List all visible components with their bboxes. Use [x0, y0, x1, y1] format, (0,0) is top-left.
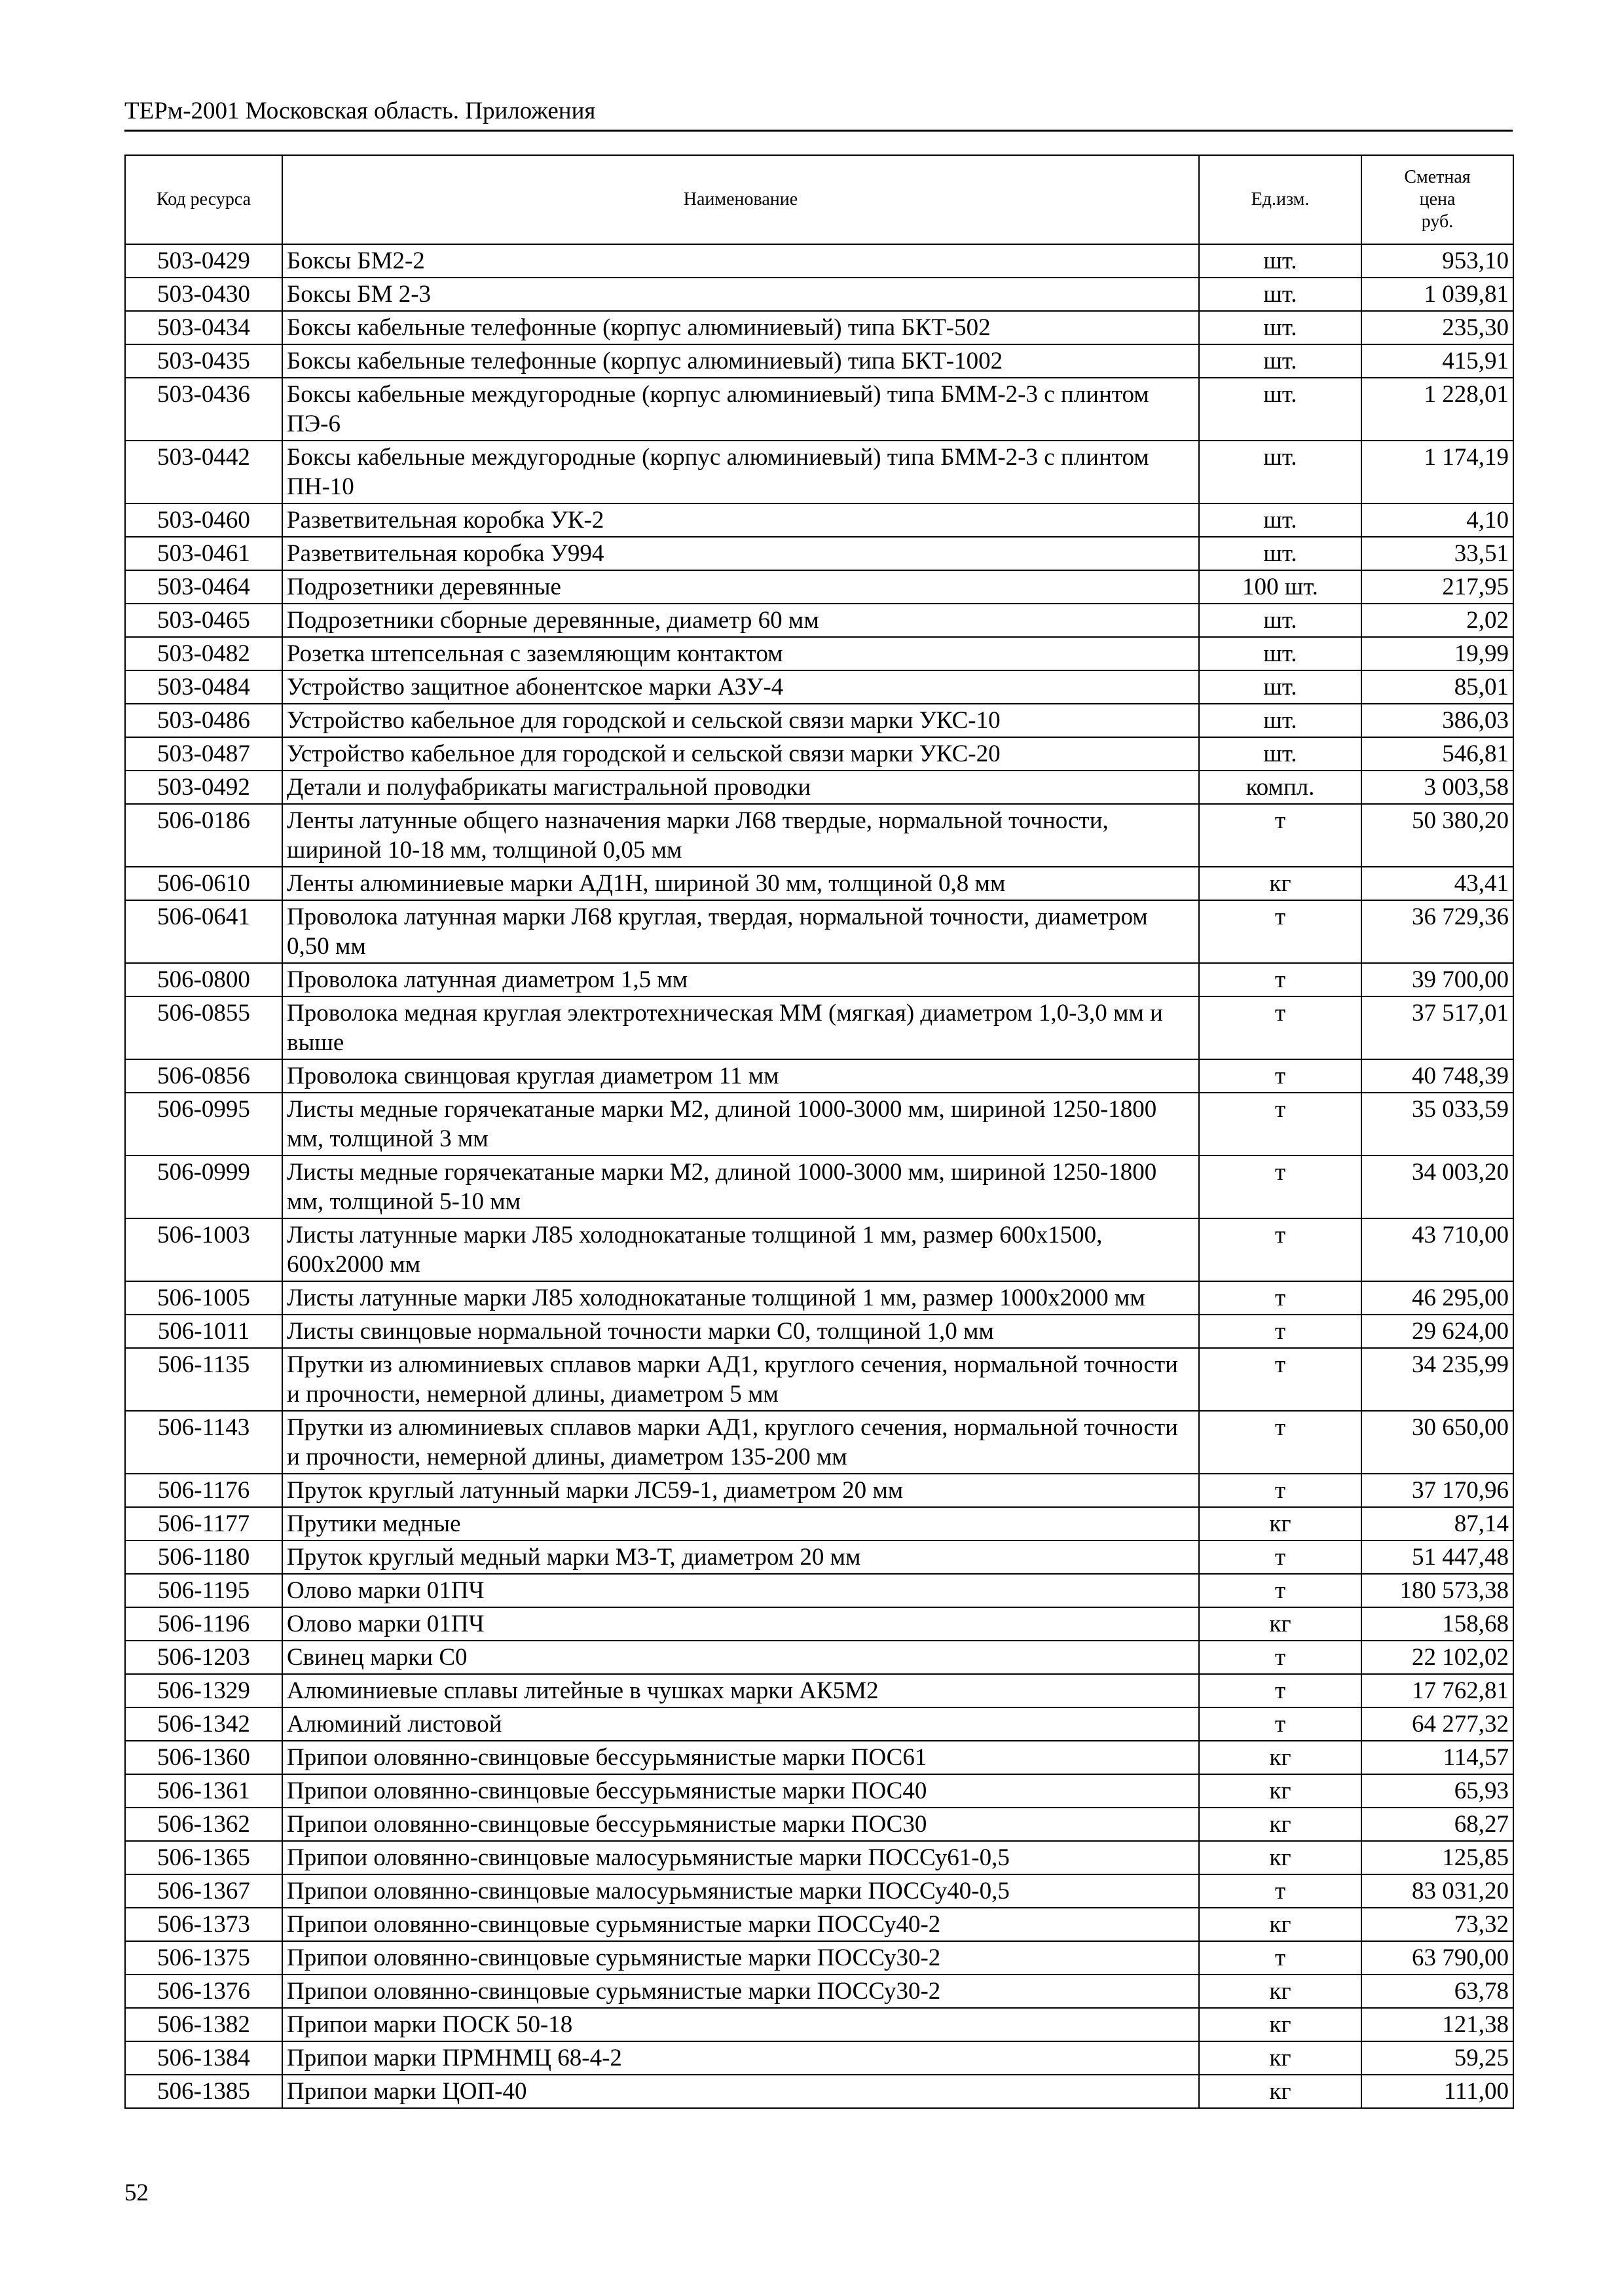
table-row: [125, 1941, 1513, 1975]
price-cell: 33,51: [1361, 537, 1513, 570]
table-row: [125, 771, 1513, 804]
unit-cell: т: [1199, 1156, 1361, 1218]
resource-name-cell: Разветвительная коробка УК-2: [282, 503, 1199, 537]
resource-name-cell: Прутики медные: [282, 1507, 1199, 1540]
resource-code-cell: 506-1135: [125, 1348, 282, 1411]
resource-code-cell: 503-0482: [125, 637, 282, 670]
table-row: [125, 704, 1513, 737]
resource-code-cell: 506-1342: [125, 1707, 282, 1741]
price-cell: 36 729,36: [1361, 900, 1513, 963]
unit-cell: компл.: [1199, 771, 1361, 804]
table-row: [125, 996, 1513, 1059]
resource-code-cell: 506-0641: [125, 900, 282, 963]
resource-code-cell: 503-0430: [125, 278, 282, 311]
price-cell: 34 003,20: [1361, 1156, 1513, 1218]
table-row: [125, 378, 1513, 441]
unit-cell: т: [1199, 1059, 1361, 1093]
unit-cell: шт.: [1199, 637, 1361, 670]
table-row: [125, 637, 1513, 670]
resource-code-cell: 506-0610: [125, 867, 282, 900]
table-row: [125, 1607, 1513, 1641]
table-row: [125, 1841, 1513, 1874]
resource-code-cell: 506-0856: [125, 1059, 282, 1093]
price-cell: 17 762,81: [1361, 1674, 1513, 1707]
table-row: [125, 278, 1513, 311]
resource-code-cell: 506-1384: [125, 2041, 282, 2075]
table-row: [125, 1093, 1513, 1156]
resource-code-cell: 506-1196: [125, 1607, 282, 1641]
unit-cell: шт.: [1199, 344, 1361, 378]
unit-cell: т: [1199, 1574, 1361, 1607]
table-row: [125, 503, 1513, 537]
table-row: [125, 2008, 1513, 2041]
resource-name-cell: Устройство кабельное для городской и сельской связи марки УКС-20: [282, 737, 1199, 771]
resource-name-cell: Подрозетники деревянные: [282, 570, 1199, 604]
resource-code-cell: 503-0464: [125, 570, 282, 604]
resource-name-cell: Припои оловянно-свинцовые сурьмянистые марки ПОССу40-2: [282, 1908, 1199, 1941]
unit-cell: т: [1199, 1348, 1361, 1411]
resource-name-cell: Прутки из алюминиевых сплавов марки АД1, круглого сечения, нормальной точности и прочности, немерной длины, диаметром 135-200 мм: [282, 1411, 1199, 1474]
price-cell: 1 228,01: [1361, 378, 1513, 441]
unit-cell: т: [1199, 1315, 1361, 1348]
resource-name-cell: Алюминий листовой: [282, 1707, 1199, 1741]
resource-name-cell: Подрозетники сборные деревянные, диаметр 60 мм: [282, 604, 1199, 637]
unit-cell: т: [1199, 900, 1361, 963]
unit-cell: кг: [1199, 1975, 1361, 2008]
table-row: [125, 1674, 1513, 1707]
resource-name-cell: Боксы кабельные междугородные (корпус алюминиевый) типа БММ-2-3 с плинтом ПЭ-6: [282, 378, 1199, 441]
price-cell: 37 517,01: [1361, 996, 1513, 1059]
resource-name-cell: Листы медные горячекатаные марки М2, длиной 1000-3000 мм, шириной 1250-1800 мм, толщиной 5-10 мм: [282, 1156, 1199, 1218]
resource-code-cell: 506-1361: [125, 1774, 282, 1808]
unit-cell: шт.: [1199, 311, 1361, 344]
table-row: [125, 1574, 1513, 1607]
price-cell: 415,91: [1361, 344, 1513, 378]
unit-cell: т: [1199, 1474, 1361, 1507]
table-row: [125, 737, 1513, 771]
price-cell: 217,95: [1361, 570, 1513, 604]
price-cell: 29 624,00: [1361, 1315, 1513, 1348]
resource-name-cell: Припои оловянно-свинцовые бессурьмянистые марки ПОС40: [282, 1774, 1199, 1808]
unit-cell: шт.: [1199, 378, 1361, 441]
table-row: [125, 1874, 1513, 1908]
column-header-price: [1361, 155, 1513, 244]
price-cell: 111,00: [1361, 2075, 1513, 2108]
table-row: [125, 670, 1513, 704]
price-cell: 114,57: [1361, 1741, 1513, 1774]
column-header-name: Наименование: [282, 155, 1199, 244]
column-header-unit: Ед.изм.: [1199, 155, 1361, 244]
table-row: [125, 1641, 1513, 1674]
resource-code-cell: 506-1180: [125, 1540, 282, 1574]
table-row: [125, 1315, 1513, 1348]
table-row: [125, 1741, 1513, 1774]
resource-code-cell: 506-1203: [125, 1641, 282, 1674]
price-cell: 37 170,96: [1361, 1474, 1513, 1507]
resource-name-cell: Припои оловянно-свинцовые бессурьмянистые марки ПОС61: [282, 1741, 1199, 1774]
resource-name-cell: Ленты латунные общего назначения марки Л68 твердые, нормальной точности, шириной 10-18 мм, толщиной 0,05 мм: [282, 804, 1199, 867]
price-cell: 953,10: [1361, 244, 1513, 278]
resource-code-cell: 506-1362: [125, 1808, 282, 1841]
resource-name-cell: Припои марки ПОСК 50-18: [282, 2008, 1199, 2041]
unit-cell: т: [1199, 1281, 1361, 1315]
table-row: [125, 804, 1513, 867]
table-row: [125, 1774, 1513, 1808]
resource-name-cell: Устройство кабельное для городской и сельской связи марки УКС-10: [282, 704, 1199, 737]
price-cell: 43 710,00: [1361, 1218, 1513, 1281]
table-row: [125, 441, 1513, 503]
resource-code-cell: 503-0484: [125, 670, 282, 704]
resource-code-cell: 503-0434: [125, 311, 282, 344]
resource-name-cell: Устройство защитное абонентское марки АЗУ-4: [282, 670, 1199, 704]
resource-name-cell: Олово марки 01ПЧ: [282, 1607, 1199, 1641]
table-row: [125, 1507, 1513, 1540]
resource-code-cell: 503-0460: [125, 503, 282, 537]
resource-name-cell: Детали и полуфабрикаты магистральной проводки: [282, 771, 1199, 804]
unit-cell: кг: [1199, 1607, 1361, 1641]
resource-name-cell: Припои оловянно-свинцовые сурьмянистые марки ПОССу30-2: [282, 1941, 1199, 1975]
resource-code-cell: 506-0999: [125, 1156, 282, 1218]
resource-name-cell: Прутки из алюминиевых сплавов марки АД1, круглого сечения, нормальной точности и прочности, немерной длины, диаметром 5 мм: [282, 1348, 1199, 1411]
price-cell: 1 174,19: [1361, 441, 1513, 503]
table-row: [125, 2041, 1513, 2075]
price-cell: 39 700,00: [1361, 963, 1513, 996]
resource-name-cell: Листы латунные марки Л85 холоднокатаные толщиной 1 мм, размер 1000х2000 мм: [282, 1281, 1199, 1315]
resource-name-cell: Припои оловянно-свинцовые малосурьмянистые марки ПОССу61-0,5: [282, 1841, 1199, 1874]
table-header-row: [125, 155, 1513, 244]
unit-cell: шт.: [1199, 441, 1361, 503]
resource-name-cell: Припои марки ПРМНМЦ 68-4-2: [282, 2041, 1199, 2075]
price-cell: 63 790,00: [1361, 1941, 1513, 1975]
table-row: [125, 1707, 1513, 1741]
table-row: [125, 1348, 1513, 1411]
unit-cell: т: [1199, 1411, 1361, 1474]
resource-name-cell: Алюминиевые сплавы литейные в чушках марки АК5М2: [282, 1674, 1199, 1707]
price-header-line: руб.: [1421, 211, 1454, 232]
table-row: [125, 1975, 1513, 2008]
unit-cell: т: [1199, 963, 1361, 996]
resource-code-cell: 506-1177: [125, 1507, 282, 1540]
unit-cell: т: [1199, 1874, 1361, 1908]
unit-cell: шт.: [1199, 704, 1361, 737]
unit-cell: кг: [1199, 2075, 1361, 2108]
price-cell: 235,30: [1361, 311, 1513, 344]
resource-code-cell: 506-1365: [125, 1841, 282, 1874]
unit-cell: кг: [1199, 867, 1361, 900]
resource-code-cell: 506-1360: [125, 1741, 282, 1774]
unit-cell: шт.: [1199, 278, 1361, 311]
resource-code-cell: 503-0487: [125, 737, 282, 771]
price-header-line: цена: [1419, 189, 1456, 210]
unit-cell: т: [1199, 1218, 1361, 1281]
price-cell: 1 039,81: [1361, 278, 1513, 311]
table-body: [125, 244, 1513, 2108]
resource-code-cell: 503-0436: [125, 378, 282, 441]
page-header: [124, 97, 1513, 132]
unit-cell: шт.: [1199, 737, 1361, 771]
table-row: [125, 1808, 1513, 1841]
resource-name-cell: Проволока латунная марки Л68 круглая, твердая, нормальной точности, диаметром 0,50 мм: [282, 900, 1199, 963]
resource-name-cell: Боксы БМ2-2: [282, 244, 1199, 278]
unit-cell: т: [1199, 1540, 1361, 1574]
resource-code-cell: 506-0855: [125, 996, 282, 1059]
unit-cell: кг: [1199, 1741, 1361, 1774]
resource-code-cell: 503-0492: [125, 771, 282, 804]
price-cell: 546,81: [1361, 737, 1513, 771]
price-cell: 34 235,99: [1361, 1348, 1513, 1411]
price-cell: 19,99: [1361, 637, 1513, 670]
table-row: [125, 1059, 1513, 1093]
price-table: [124, 155, 1514, 2109]
resource-name-cell: Проволока медная круглая электротехническая ММ (мягкая) диаметром 1,0-3,0 мм и выше: [282, 996, 1199, 1059]
table-row: [125, 900, 1513, 963]
resource-code-cell: 503-0465: [125, 604, 282, 637]
price-cell: 121,38: [1361, 2008, 1513, 2041]
resource-name-cell: Боксы кабельные телефонные (корпус алюминиевый) типа БКТ-502: [282, 311, 1199, 344]
resource-name-cell: Пруток круглый латунный марки ЛС59-1, диаметром 20 мм: [282, 1474, 1199, 1507]
resource-name-cell: Ленты алюминиевые марки АД1Н, шириной 30 мм, толщиной 0,8 мм: [282, 867, 1199, 900]
unit-cell: т: [1199, 1093, 1361, 1156]
unit-cell: кг: [1199, 1908, 1361, 1941]
table-row: [125, 537, 1513, 570]
table-row: [125, 1908, 1513, 1941]
resource-name-cell: Припои марки ЦОП-40: [282, 2075, 1199, 2108]
table-row: [125, 1474, 1513, 1507]
price-cell: 43,41: [1361, 867, 1513, 900]
table-row: [125, 1540, 1513, 1574]
price-cell: 63,78: [1361, 1975, 1513, 2008]
resource-code-cell: 506-1373: [125, 1908, 282, 1941]
price-cell: 158,68: [1361, 1607, 1513, 1641]
price-cell: 50 380,20: [1361, 804, 1513, 867]
unit-cell: кг: [1199, 1774, 1361, 1808]
resource-code-cell: 506-1329: [125, 1674, 282, 1707]
column-header-code: Код ресурса: [125, 155, 282, 244]
price-cell: 125,85: [1361, 1841, 1513, 1874]
resource-name-cell: Пруток круглый медный марки М3-Т, диаметром 20 мм: [282, 1540, 1199, 1574]
unit-cell: 100 шт.: [1199, 570, 1361, 604]
price-cell: 22 102,02: [1361, 1641, 1513, 1674]
resource-name-cell: Розетка штепсельная с заземляющим контактом: [282, 637, 1199, 670]
price-cell: 51 447,48: [1361, 1540, 1513, 1574]
unit-cell: кг: [1199, 2041, 1361, 2075]
resource-name-cell: Боксы БМ 2-3: [282, 278, 1199, 311]
resource-name-cell: Проволока латунная диаметром 1,5 мм: [282, 963, 1199, 996]
resource-code-cell: 506-1382: [125, 2008, 282, 2041]
table-row: [125, 570, 1513, 604]
resource-code-cell: 503-0486: [125, 704, 282, 737]
price-cell: 87,14: [1361, 1507, 1513, 1540]
price-cell: 180 573,38: [1361, 1574, 1513, 1607]
resource-code-cell: 503-0461: [125, 537, 282, 570]
resource-code-cell: 506-1195: [125, 1574, 282, 1607]
resource-code-cell: 506-1176: [125, 1474, 282, 1507]
table-row: [125, 963, 1513, 996]
resource-code-cell: 503-0442: [125, 441, 282, 503]
resource-name-cell: Разветвительная коробка У994: [282, 537, 1199, 570]
price-cell: 2,02: [1361, 604, 1513, 637]
resource-code-cell: 506-1011: [125, 1315, 282, 1348]
unit-cell: кг: [1199, 1808, 1361, 1841]
resource-code-cell: 506-0800: [125, 963, 282, 996]
price-cell: 4,10: [1361, 503, 1513, 537]
price-header-line: Сметная: [1404, 167, 1471, 187]
resource-code-cell: 506-1143: [125, 1411, 282, 1474]
resource-name-cell: Листы медные горячекатаные марки М2, длиной 1000-3000 мм, шириной 1250-1800 мм, толщиной 3 мм: [282, 1093, 1199, 1156]
table-row: [125, 2075, 1513, 2108]
resource-code-cell: 503-0429: [125, 244, 282, 278]
resource-code-cell: 506-0995: [125, 1093, 282, 1156]
price-cell: 3 003,58: [1361, 771, 1513, 804]
price-cell: 386,03: [1361, 704, 1513, 737]
table-row: [125, 867, 1513, 900]
resource-code-cell: 506-1375: [125, 1941, 282, 1975]
unit-cell: кг: [1199, 1507, 1361, 1540]
table-row: [125, 1281, 1513, 1315]
resource-code-cell: 506-1367: [125, 1874, 282, 1908]
price-cell: 68,27: [1361, 1808, 1513, 1841]
table-row: [125, 244, 1513, 278]
unit-cell: шт.: [1199, 670, 1361, 704]
unit-cell: шт.: [1199, 537, 1361, 570]
page-number: 52: [124, 2179, 149, 2206]
resource-name-cell: Боксы кабельные междугородные (корпус алюминиевый) типа БММ-2-3 с плинтом ПН-10: [282, 441, 1199, 503]
price-cell: 83 031,20: [1361, 1874, 1513, 1908]
unit-cell: т: [1199, 1674, 1361, 1707]
unit-cell: шт.: [1199, 244, 1361, 278]
table-row: [125, 1411, 1513, 1474]
price-cell: 30 650,00: [1361, 1411, 1513, 1474]
price-cell: 59,25: [1361, 2041, 1513, 2075]
price-cell: 85,01: [1361, 670, 1513, 704]
page-header-title: ТЕРм-2001 Московская область. Приложения: [124, 98, 596, 124]
unit-cell: т: [1199, 1707, 1361, 1741]
unit-cell: т: [1199, 804, 1361, 867]
unit-cell: т: [1199, 996, 1361, 1059]
price-cell: 65,93: [1361, 1774, 1513, 1808]
resource-code-cell: 506-1003: [125, 1218, 282, 1281]
price-cell: 46 295,00: [1361, 1281, 1513, 1315]
price-cell: 73,32: [1361, 1908, 1513, 1941]
resource-code-cell: 506-1376: [125, 1975, 282, 2008]
unit-cell: шт.: [1199, 604, 1361, 637]
unit-cell: кг: [1199, 1841, 1361, 1874]
price-cell: 35 033,59: [1361, 1093, 1513, 1156]
price-cell: 64 277,32: [1361, 1707, 1513, 1741]
resource-name-cell: Листы латунные марки Л85 холоднокатаные толщиной 1 мм, размер 600х1500, 600х2000 мм: [282, 1218, 1199, 1281]
table-row: [125, 344, 1513, 378]
price-cell: 40 748,39: [1361, 1059, 1513, 1093]
unit-cell: кг: [1199, 2008, 1361, 2041]
resource-name-cell: Припои оловянно-свинцовые сурьмянистые марки ПОССу30-2: [282, 1975, 1199, 2008]
table-row: [125, 1218, 1513, 1281]
resource-name-cell: Припои оловянно-свинцовые бессурьмянистые марки ПОС30: [282, 1808, 1199, 1841]
resource-name-cell: Проволока свинцовая круглая диаметром 11 мм: [282, 1059, 1199, 1093]
table-row: [125, 1156, 1513, 1218]
resource-name-cell: Припои оловянно-свинцовые малосурьмянистые марки ПОССу40-0,5: [282, 1874, 1199, 1908]
resource-name-cell: Свинец марки С0: [282, 1641, 1199, 1674]
resource-name-cell: Олово марки 01ПЧ: [282, 1574, 1199, 1607]
table-row: [125, 604, 1513, 637]
table-row: [125, 311, 1513, 344]
resource-code-cell: 506-1385: [125, 2075, 282, 2108]
resource-code-cell: 506-1005: [125, 1281, 282, 1315]
resource-name-cell: Листы свинцовые нормальной точности марки С0, толщиной 1,0 мм: [282, 1315, 1199, 1348]
resource-name-cell: Боксы кабельные телефонные (корпус алюминиевый) типа БКТ-1002: [282, 344, 1199, 378]
resource-code-cell: 503-0435: [125, 344, 282, 378]
unit-cell: шт.: [1199, 503, 1361, 537]
unit-cell: т: [1199, 1941, 1361, 1975]
unit-cell: т: [1199, 1641, 1361, 1674]
resource-code-cell: 506-0186: [125, 804, 282, 867]
